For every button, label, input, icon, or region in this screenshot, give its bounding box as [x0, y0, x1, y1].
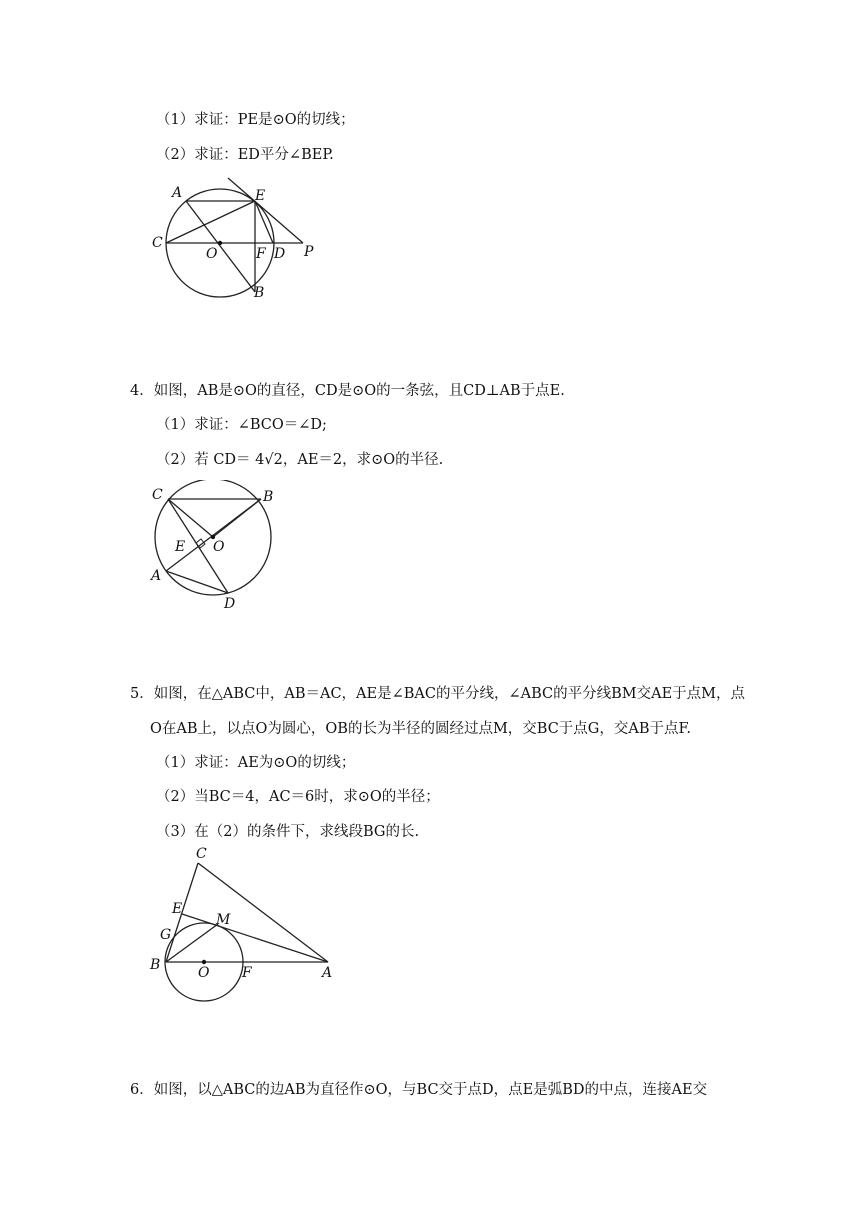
q3-figure	[148, 172, 328, 304]
q4-part2: （2）若 CD＝ 4√2，AE＝2，求⊙O的半径.	[156, 452, 444, 468]
label-c: C	[152, 235, 163, 251]
label-o: O	[198, 965, 210, 981]
q5-part2: （2）当BC＝4，AC＝6时，求⊙O的半径；	[156, 789, 440, 805]
label-a: A	[322, 965, 333, 981]
label-b: B	[254, 285, 265, 301]
label-f: F	[256, 246, 266, 262]
q3-part2: （2）求证：ED平分∠BEP.	[156, 147, 334, 163]
label-d: D	[224, 596, 236, 612]
label-d: D	[274, 246, 286, 262]
q4-stem: 4．如图，AB是⊙O的直径，CD是⊙O的一条弦，且CD⊥AB于点E.	[130, 383, 565, 399]
line-tangent-pe	[228, 178, 303, 243]
q5-part1: （1）求证：AE为⊙O的切线；	[156, 755, 356, 771]
label-a: A	[151, 568, 162, 584]
center-dot	[218, 241, 222, 245]
q6-stem-line1: 6．如图，以△ABC的边AB为直径作⊙O，与BC交于点D，点E是弧BD的中点，连接AE交	[130, 1082, 708, 1098]
q5-stem-line2: O在AB上，以点O为圆心，OB的长为半径的圆经过点M，交BC于点G，交AB于点F.	[150, 721, 691, 737]
line-ad	[166, 571, 228, 593]
label-b: B	[150, 957, 161, 973]
q5-stem-line1: 5．如图，在△ABC中，AB＝AC，AE是∠BAC的平分线，∠ABC的平分线BM交AE于点M，点	[130, 686, 746, 702]
label-c: C	[152, 487, 163, 503]
line-bm	[166, 924, 218, 962]
label-a: A	[172, 185, 183, 201]
q4-part1: （1）求证：∠BCO＝∠D;	[156, 417, 327, 433]
q3-part1: （1）求证：PE是⊙O的切线；	[156, 112, 355, 128]
q4-figure	[146, 480, 281, 615]
label-e: E	[172, 901, 183, 917]
line-ab	[186, 201, 255, 292]
label-o: O	[206, 246, 218, 262]
label-o: O	[213, 539, 225, 555]
label-b: B	[263, 489, 274, 505]
label-m: M	[216, 912, 231, 928]
line-ea	[182, 914, 328, 962]
label-f: F	[242, 965, 252, 981]
label-e: E	[175, 539, 186, 555]
center-dot	[202, 960, 206, 964]
q5-part3: （3）在（2）的条件下，求线段BG的长.	[156, 824, 420, 840]
line-co	[168, 499, 213, 537]
label-g: G	[160, 927, 172, 943]
q5-figure	[146, 842, 346, 1002]
label-p: P	[304, 244, 314, 260]
label-c: C	[196, 846, 207, 862]
label-e: E	[255, 188, 266, 204]
